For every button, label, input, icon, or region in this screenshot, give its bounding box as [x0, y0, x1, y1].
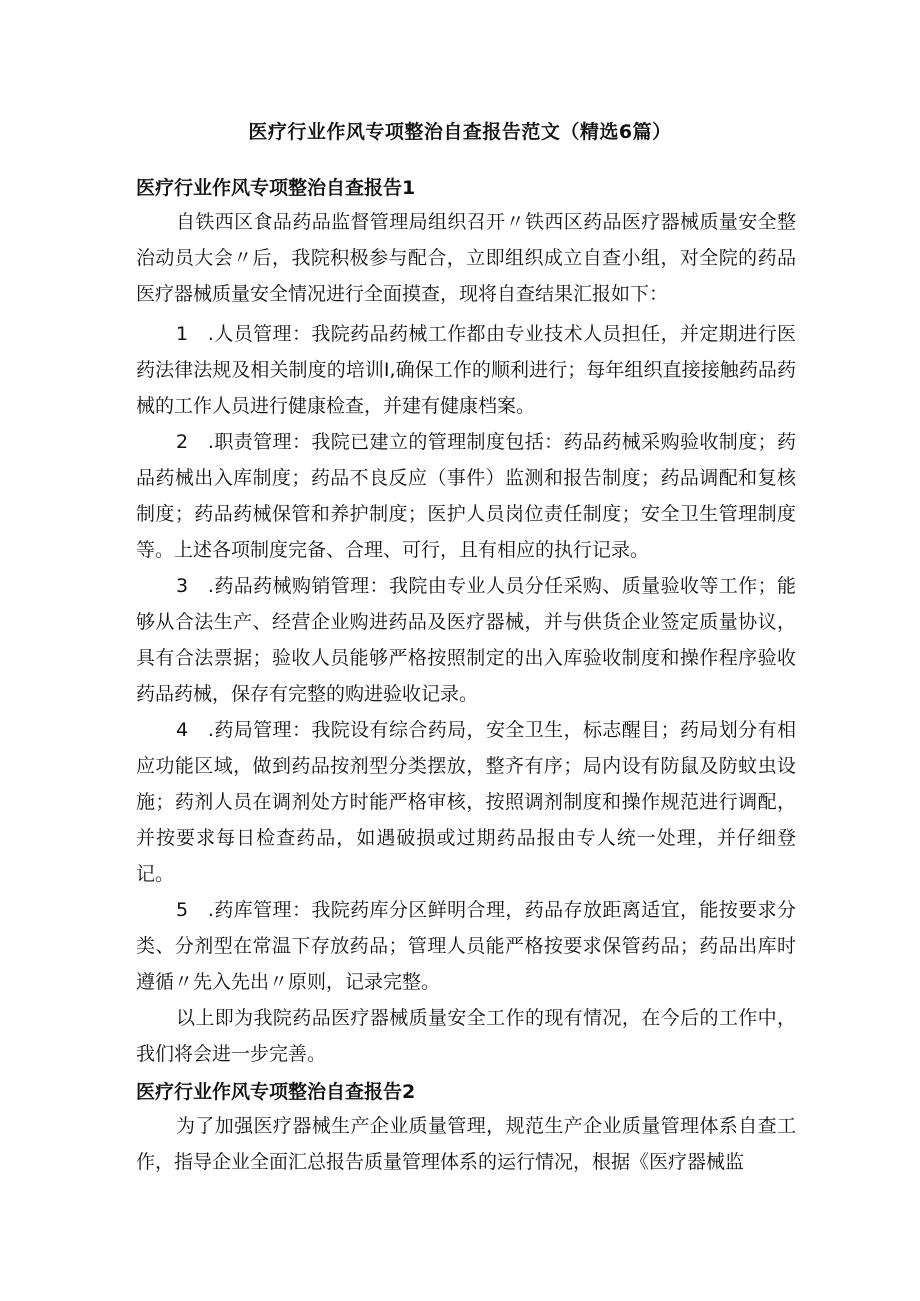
list-item: 2 .职责管理：我院已建立的管理制度包括：药品药械采购验收制度；药品药械出入库制度；药品不良反应（事件）监测和报告制度；药品调配和复核制度；药品药械保管和养护制度；医护人员岗位责任制度；安全卫生管理制度等。上述各项制度完备、合理、可行，且有相应的执行记录。	[136, 431, 796, 561]
section-2-intro: 为了加强医疗器械生产企业质量管理，规范生产企业质量管理体系自查工作，指导企业全面汇总报告质量管理体系的运行情况，根据《医疗器械监	[136, 1115, 796, 1173]
section-1-intro: 自铁西区食品药品监督管理局组织召开〃铁西区药品医疗器械质量安全整治动员大会〃后，我院积极参与配合，立即组织成立自查小组，对全院的药品医疗器械质量安全情况进行全面摸查，现将自查结果汇报如下：	[136, 211, 796, 305]
list-item: 1 .人员管理：我院药品药械工作都由专业技术人员担任，并定期进行医药法律法规及相关制度的培训I,确保工作的顺利进行；每年组织直接接触药品药械的工作人员进行健康检查，并建有健康档案。	[136, 323, 796, 417]
section-heading-2: 医疗行业作风专项整治自查报告2	[136, 1081, 416, 1103]
list-item: 5 .药库管理：我院药库分区鲜明合理，药品存放距离适宜，能按要求分类、分剂型在常温下存放药品；管理人员能严格按要求保管药品；药品出库时遵循〃先入先出〃原则，记录完整。	[136, 899, 796, 993]
list-item: 3 .药品药械购销管理：我院由专业人员分任采购、质量验收等工作；能够从合法生产、经营企业购进药品及医疗器械，并与供货企业签定质量协议，具有合法票据；验收人员能够严格按照制定的出入库验收制度和操作程序验收药品药械，保存有完整的购进验收记录。	[136, 575, 796, 705]
section-heading-1: 医疗行业作风专项整治自查报告1	[136, 177, 416, 199]
section-1-conclusion: 以上即为我院药品医疗器械质量安全工作的现有情况，在今后的工作中，我们将会进一步完善。	[136, 1007, 796, 1065]
list-item: 4 .药局管理：我院设有综合药局，安全卫生，标志醒目；药局划分有相应功能区域，做到药品按剂型分类摆放，整齐有序；局内设有防鼠及防蚊虫设施；药剂人员在调剂处方时能严格审核，按照调剂制度和操作规范进行调配，并按要求每日检查药品，如遇破损或过期药品报由专人统一处理，并仔细登记。	[136, 719, 796, 885]
document-title: 医疗行业作风专项整治自查报告范文（精选6篇）	[248, 121, 672, 143]
